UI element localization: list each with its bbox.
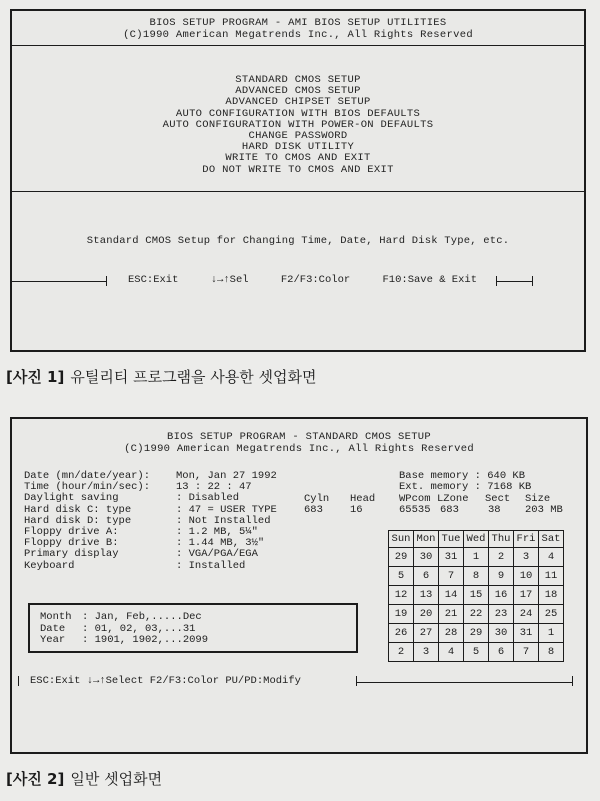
weekday-wed: Wed	[464, 531, 489, 548]
weekday-sun: Sun	[389, 531, 414, 548]
daylight-value[interactable]: : Disabled	[176, 492, 240, 505]
calendar-weekday-row	[389, 531, 564, 548]
range-month-row: Month : Jan, Feb,.....Dec	[40, 611, 202, 623]
weekday-mon: Mon	[414, 531, 439, 548]
screen-header	[12, 17, 584, 41]
menu-item-do-not-write-to-cmos-and-exit[interactable]: DO NOT WRITE TO CMOS AND EXIT	[202, 163, 394, 176]
menu-item-write-to-cmos-and-exit[interactable]: WRITE TO CMOS AND EXIT	[225, 152, 371, 165]
calendar-day[interactable]: 4	[439, 643, 464, 662]
calendar-week-row	[389, 624, 564, 643]
hd-value-lzone: 683	[440, 504, 459, 516]
calendar-day[interactable]: 9	[489, 567, 514, 586]
menu-item-hard-disk-utility[interactable]: HARD DISK UTILITY	[241, 141, 355, 154]
hd-value-size: 203 MB	[525, 504, 563, 516]
menu-item-change-password[interactable]: CHANGE PASSWORD	[248, 130, 348, 143]
calendar-day[interactable]: 8	[539, 643, 564, 662]
hard-disk-c-value[interactable]: : 47 = USER TYPE	[176, 503, 277, 516]
calendar-day[interactable]: 5	[389, 567, 414, 586]
hd-value-head: 16	[350, 504, 363, 516]
menu-item-auto-config-power-on-defaults[interactable]: AUTO CONFIGURATION WITH POWER-ON DEFAULTS	[162, 118, 434, 131]
header-copyright: (C)1990 American Megatrends Inc., All Rights Reserved	[123, 29, 473, 41]
calendar-week-row	[389, 586, 564, 605]
calendar-day[interactable]: 15	[464, 586, 489, 605]
caption-text: 유틸리티 프로그램을 사용한 셋업화면	[70, 368, 317, 386]
calendar-day[interactable]: 6	[489, 643, 514, 662]
calendar-day[interactable]: 20	[414, 605, 439, 624]
calendar-day[interactable]: 29	[464, 624, 489, 643]
menu-item-standard-cmos-setup[interactable]: STANDARD CMOS SETUP	[235, 74, 361, 86]
calendar-day[interactable]: 1	[464, 548, 489, 567]
hd-header-sect: Sect	[485, 493, 511, 505]
keyboard-value[interactable]: : Installed	[176, 559, 246, 572]
figure-caption-2	[6, 768, 162, 789]
field-label: Hard disk D: type	[24, 514, 132, 527]
calendar-day[interactable]: 12	[389, 586, 414, 605]
weekday-sat: Sat	[539, 531, 564, 548]
header-title: BIOS SETUP PROGRAM - STANDARD CMOS SETUP	[166, 431, 432, 443]
ext-memory: Ext. memory : 7168 KB	[399, 481, 532, 494]
footer-tick-mid	[356, 676, 357, 686]
range-date-row: Date : 01, 02, 03,...31	[40, 622, 196, 635]
calendar-day[interactable]: 19	[389, 605, 414, 624]
calendar-day[interactable]: 2	[489, 548, 514, 567]
hd-header-wpcom: WPcom	[399, 493, 431, 505]
field-label: Keyboard	[24, 559, 75, 572]
field-label: Date (mn/date/year):	[24, 470, 151, 482]
field-label: Daylight saving	[24, 492, 119, 505]
footer-tick-end	[572, 676, 573, 686]
field-label: Floppy drive B:	[24, 537, 119, 550]
field-label: Primary display	[24, 548, 119, 561]
weekday-tue: Tue	[439, 531, 464, 548]
value-range-help-box	[28, 603, 358, 653]
calendar-day[interactable]: 11	[539, 567, 564, 586]
memory-info	[399, 471, 531, 493]
calendar-week-row	[389, 643, 564, 662]
calendar-day[interactable]: 13	[414, 586, 439, 605]
footer-keys	[128, 274, 503, 286]
calendar-week-row	[389, 605, 564, 624]
key-help-bar	[12, 274, 584, 288]
hd-value-wpcom: 65535	[399, 504, 431, 516]
calendar-day[interactable]: 22	[464, 605, 489, 624]
calendar-day[interactable]: 8	[464, 567, 489, 586]
calendar-day[interactable]: 2	[389, 643, 414, 662]
floppy-b-value[interactable]: : 1.44 MB, 3½"	[176, 537, 265, 550]
calendar-day[interactable]: 14	[439, 586, 464, 605]
hd-value-sect: 38	[488, 504, 501, 516]
caption-text: 일반 셋업화면	[70, 770, 163, 788]
key-esc-exit: ESC:Exit	[128, 274, 179, 286]
calendar-week-row	[389, 567, 564, 586]
base-memory: Base memory : 640 KB	[399, 470, 526, 482]
field-label: Hard disk C: type	[24, 503, 132, 516]
calendar-day[interactable]: 21	[439, 605, 464, 624]
weekday-fri: Fri	[514, 531, 539, 548]
menu-item-advanced-chipset-setup[interactable]: ADVANCED CHIPSET SETUP	[225, 96, 371, 109]
standard-cmos-setup-screen	[10, 417, 588, 754]
key-save-exit: F10:Save & Exit	[382, 274, 477, 286]
footer-tick-end	[532, 276, 533, 286]
hd-header-cyln: Cyln	[304, 493, 330, 505]
calendar-grid	[388, 530, 564, 662]
key-color: F2/F3:Color	[280, 274, 351, 286]
field-row-keyboard	[24, 561, 300, 572]
calendar-day[interactable]: 26	[389, 624, 414, 643]
calendar-day[interactable]: 24	[514, 605, 539, 624]
calendar-day[interactable]: 18	[539, 586, 564, 605]
footer-tick-left	[106, 276, 107, 286]
field-label: Floppy drive A:	[24, 525, 119, 538]
calendar-week-row	[389, 548, 564, 567]
menu-item-auto-config-bios-defaults[interactable]: AUTO CONFIGURATION WITH BIOS DEFAULTS	[175, 107, 421, 120]
calendar-day[interactable]: 23	[489, 605, 514, 624]
menu-divider	[12, 191, 584, 192]
date-value[interactable]: Mon, Jan 27 1992	[176, 470, 277, 482]
calendar-day[interactable]: 10	[514, 567, 539, 586]
calendar-day[interactable]: 6	[414, 567, 439, 586]
calendar-day[interactable]: 16	[489, 586, 514, 605]
time-value[interactable]: 13 : 22 : 47	[176, 481, 252, 494]
hard-disk-d-value[interactable]: : Not Installed	[176, 514, 271, 527]
main-menu	[12, 75, 584, 176]
field-row-primary-display	[24, 549, 300, 560]
key-select: ↓→↑Sel	[210, 274, 249, 286]
weekday-thu: Thu	[489, 531, 514, 548]
calendar-day[interactable]: 7	[439, 567, 464, 586]
footer-keys: ESC:Exit ↓→↑Select F2/F3:Color PU/PD:Modify	[30, 675, 301, 687]
field-label: Time (hour/min/sec):	[24, 481, 151, 494]
bios-main-menu-screen	[10, 9, 586, 352]
calendar-day[interactable]: 28	[439, 624, 464, 643]
hd-header-lzone: LZone	[437, 493, 469, 505]
header-divider	[12, 45, 584, 46]
footer-rule-right	[356, 682, 572, 683]
screen-header	[12, 431, 586, 455]
header-copyright: (C)1990 American Megatrends Inc., All Rights Reserved	[124, 443, 474, 455]
calendar-day[interactable]: 30	[414, 548, 439, 567]
footer-tick-left	[18, 676, 19, 686]
calendar-day[interactable]: 5	[464, 643, 489, 662]
key-help-bar	[12, 674, 586, 688]
hd-header-head: Head	[350, 493, 376, 505]
calendar-day[interactable]: 3	[514, 548, 539, 567]
range-year-row: Year : 1901, 1902,...2099	[40, 634, 209, 646]
primary-display-value[interactable]: : VGA/PGA/EGA	[176, 548, 258, 561]
calendar-day[interactable]: 27	[414, 624, 439, 643]
field-row-daylight	[24, 493, 300, 504]
floppy-a-value[interactable]: : 1.2 MB, 5¼"	[176, 525, 258, 538]
footer-rule-right	[496, 281, 532, 282]
calendar-day[interactable]: 31	[439, 548, 464, 567]
calendar-day[interactable]: 17	[514, 586, 539, 605]
menu-item-advanced-cmos-setup[interactable]: ADVANCED CMOS SETUP	[235, 85, 361, 98]
figure-caption-1	[6, 366, 317, 387]
range-help-text	[40, 612, 208, 647]
calendar-day[interactable]: 29	[389, 548, 414, 567]
header-title: BIOS SETUP PROGRAM - AMI BIOS SETUP UTILITIES	[149, 17, 447, 29]
status-description: Standard CMOS Setup for Changing Time, Date, Hard Disk Type, etc.	[86, 235, 510, 247]
hd-value-cyln: 683	[304, 504, 323, 516]
hd-header-size: Size	[525, 493, 551, 505]
calendar-day[interactable]: 4	[539, 548, 564, 567]
calendar-day[interactable]: 31	[514, 624, 539, 643]
calendar-day[interactable]: 25	[539, 605, 564, 624]
caption-tag: [사진 2]	[6, 770, 65, 788]
calendar-day[interactable]: 3	[414, 643, 439, 662]
calendar-day[interactable]: 30	[489, 624, 514, 643]
cmos-fields	[24, 471, 300, 572]
footer-rule-left	[12, 281, 106, 282]
calendar-day[interactable]: 1	[539, 624, 564, 643]
calendar-day[interactable]: 7	[514, 643, 539, 662]
caption-tag: [사진 1]	[6, 368, 65, 386]
